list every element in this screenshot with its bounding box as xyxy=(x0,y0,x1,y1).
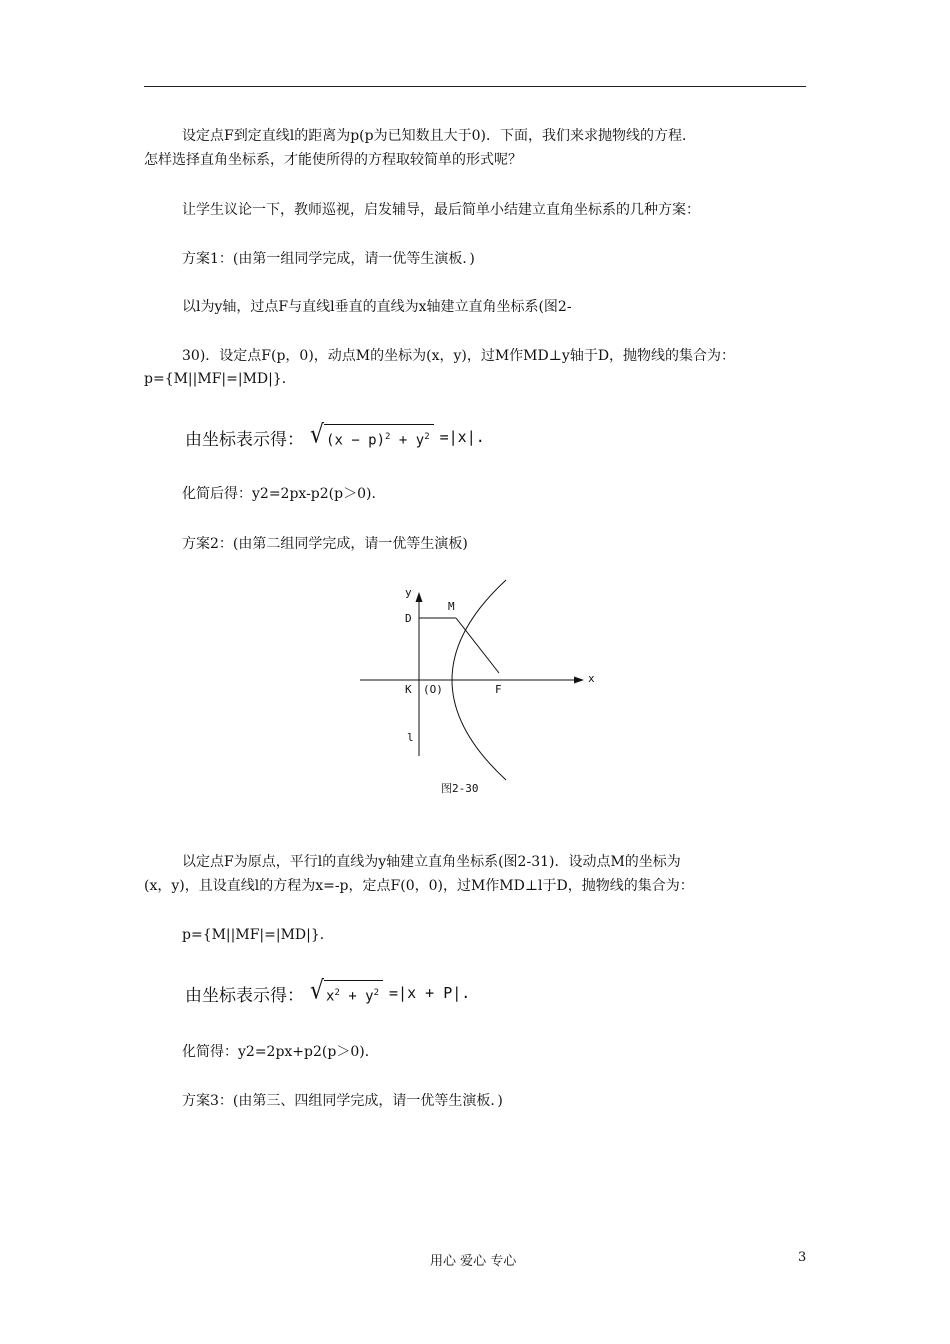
footer-slogan: 用心 爱心 专心 xyxy=(430,1254,517,1269)
formula-1-radicand: $(x - p)^2 + y^2$ xyxy=(324,424,434,451)
label-K: K xyxy=(405,683,412,696)
formula-1-rhs: =|x|. xyxy=(439,428,485,447)
page-number: 3 xyxy=(798,1250,807,1265)
label-O: (O) xyxy=(423,683,443,696)
figure-2-30 xyxy=(356,578,601,800)
label-l: l xyxy=(407,731,414,744)
label-F: F xyxy=(495,683,502,696)
plan1-line1: 以l为y轴，过点F与直线l垂直的直线为x轴建立直角坐标系(图2- xyxy=(182,299,572,315)
plan2-line1: 以定点F为原点，平行l的直线为y轴建立直角坐标系(图2-31)．设动点M的坐标为 xyxy=(182,854,681,870)
y-axis-arrow-icon xyxy=(416,592,423,602)
label-x: x xyxy=(588,672,595,685)
sqrt-sign-icon: √ xyxy=(310,976,325,1006)
simplify-1: 化简后得：y2=2px-p2(p＞0)． xyxy=(182,486,386,502)
header-rule xyxy=(144,86,806,87)
formula-1-label: 由坐标表示得： xyxy=(185,429,304,450)
plan2-line2: (x，y)，且设直线l的方程为x=-p，定点F(0，0)，过M作MD⊥l于D，抛物线的集合为： xyxy=(144,878,694,894)
plan1-title: 方案1：(由第一组同学完成，请一优等生演板．) xyxy=(182,251,475,267)
label-D: D xyxy=(405,612,412,625)
para2: 让学生议论一下，教师巡视，启发辅导，最后简单小结建立直角坐标系的几种方案： xyxy=(182,202,700,218)
plan2-title: 方案2：(由第二组同学完成，请一优等生演板) xyxy=(182,536,468,552)
formula-1 xyxy=(185,420,485,451)
plan3-title: 方案3：(由第三、四组同学完成，请一优等生演板．) xyxy=(182,1093,503,1109)
simplify-2: 化简得：y2=2px+p2(p＞0)． xyxy=(182,1044,379,1060)
label-M: M xyxy=(448,600,455,613)
formula-1-sqrt xyxy=(310,420,434,451)
sqrt-sign-icon: √ xyxy=(310,420,325,450)
formula-2 xyxy=(185,976,471,1007)
formula-2-sqrt xyxy=(310,976,383,1007)
label-y: y xyxy=(405,586,412,599)
formula-2-radicand: $x^2 + y^2$ xyxy=(324,980,383,1007)
x-axis-arrow-icon xyxy=(574,677,584,684)
formula-2-label: 由坐标表示得： xyxy=(185,985,304,1006)
plan1-line2: 30)．设定点F(p，0)，动点M的坐标为(x，y)，过M作MD⊥y轴于D，抛物线的集合为： xyxy=(182,348,736,364)
formula-2-rhs: =|x + P|. xyxy=(389,984,471,1003)
segment-MF xyxy=(456,618,499,673)
plan2-line3: p={M||MF|=|MD|}． xyxy=(182,927,334,943)
para1-line2: 怎样选择直角坐标系，才能使所得的方程取较简单的形式呢？ xyxy=(144,152,522,168)
plan1-line3: p={M||MF|=|MD|}． xyxy=(144,371,296,387)
figure-caption: 图2-30 xyxy=(441,782,479,795)
para1-line1: 设定点F到定直线l的距离为p(p为已知数且大于0)．下面，我们来求抛物线的方程． xyxy=(182,128,696,144)
